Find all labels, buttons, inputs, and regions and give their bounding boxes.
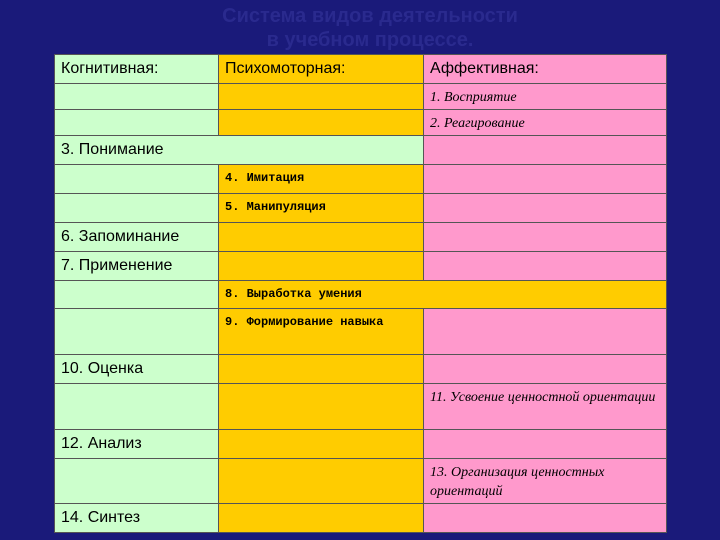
header-cognitive: Когнитивная: — [61, 60, 159, 77]
table-row — [55, 194, 667, 223]
table-row — [55, 355, 667, 384]
table-row — [55, 430, 667, 459]
activity-table — [54, 54, 667, 533]
table-row — [55, 459, 667, 504]
slide-title-line2: в учебном процессе. — [266, 29, 474, 51]
affective-item: 1. Восприятие — [424, 84, 667, 110]
table-row — [55, 309, 667, 355]
affective-item: 11. Усвоение ценностной ориентации — [424, 384, 667, 430]
header-affective-cell — [424, 55, 667, 84]
header-psychomotor-cell — [219, 55, 424, 84]
table-row — [55, 252, 667, 281]
header-cognitive-cell — [55, 55, 219, 84]
psychomotor-item: 9. Формирование навыка — [219, 309, 424, 355]
table-row — [55, 504, 667, 533]
affective-item: 2. Реагирование — [424, 110, 667, 136]
psychomotor-item: 8. Выработка умения — [219, 281, 667, 309]
psychomotor-item: 4. Имитация — [219, 165, 424, 194]
cognitive-item: 7. Применение — [55, 252, 219, 281]
cognitive-item: 6. Запоминание — [55, 223, 219, 252]
slide-title-line1: Система видов деятельности — [222, 5, 518, 27]
table-row — [55, 384, 667, 430]
header-affective: Аффективная: — [430, 60, 539, 77]
table-row — [55, 136, 667, 165]
table-row — [55, 84, 667, 110]
psychomotor-item: 5. Манипуляция — [219, 194, 424, 223]
table-row — [55, 223, 667, 252]
cognitive-item: 10. Оценка — [55, 355, 219, 384]
cognitive-item: 14. Синтез — [55, 504, 219, 533]
slide-title — [0, 4, 720, 52]
cognitive-item: 3. Понимание — [55, 136, 424, 165]
header-psychomotor: Психомоторная: — [225, 60, 346, 77]
table-row — [55, 165, 667, 194]
table-row — [55, 55, 667, 84]
cognitive-item: 12. Анализ — [55, 430, 219, 459]
affective-item: 13. Организация ценностных ориентаций — [424, 459, 667, 504]
table-row — [55, 110, 667, 136]
table-row — [55, 281, 667, 309]
